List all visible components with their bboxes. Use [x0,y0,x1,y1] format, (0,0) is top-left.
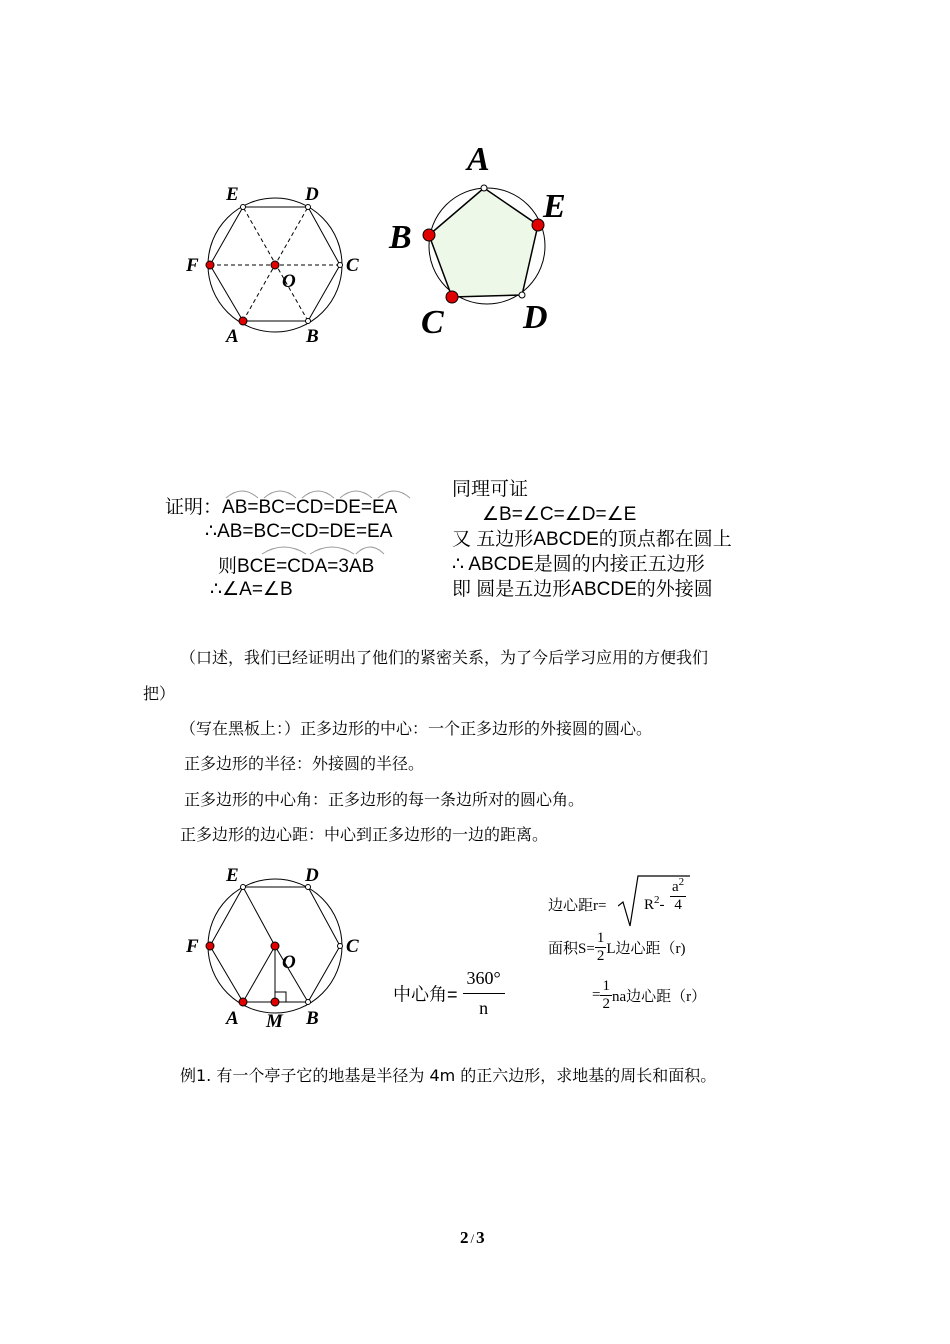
fraction-numerator: $a^2$ [672,876,685,895]
label-d: D [305,865,319,886]
label-a: A [226,326,239,347]
total-pages: 3 [476,1228,485,1247]
proof-right-line-1: 同理可证 [452,479,529,500]
therefore-symbol: ∴ [210,579,223,600]
current-page: 2 [460,1228,469,1247]
example-1: 例1. 有一个亭子它的地基是半径为 4m 的正六边形，求地基的周长和面积。 [180,1066,717,1085]
proof-right-line-3: 又 五边形ABCDE的顶点都在圆上 [452,529,732,550]
proof-right-line-4: ∴ ABCDE是圆的内接正五边形 [452,554,705,575]
label-a: A [467,141,490,178]
area-formula [548,930,685,965]
point-o [271,261,279,269]
label-b: B [389,219,412,256]
arc-marks-line3 [252,542,392,556]
area2-rest: na边心距（r） [611,989,707,1005]
angle-icon: ∠ [606,504,624,525]
label-f: F [186,936,199,957]
label-b: B [306,1008,319,1029]
point-f [206,942,214,950]
sqrt-radicand [644,894,665,914]
paragraph-4: 正多边形的中心角：正多边形的每一条边所对的圆心角。 [184,790,585,809]
point-e [241,885,246,890]
fraction-numerator: 1 [602,978,610,994]
point-c [446,291,458,303]
point-o [271,942,279,950]
label-o: O [282,271,296,292]
point-c [338,944,343,949]
radius-symbol: R [644,897,655,913]
point-b [423,229,435,241]
paragraph-3: 正多边形的半径：外接圆的半径。 [184,754,425,773]
point-d [519,292,525,298]
page-number [460,1228,485,1248]
angle-icon: ∠ [482,504,500,525]
point-m [271,998,279,1006]
pentagon-figure [385,140,585,340]
page-separator: / [470,1231,475,1246]
angle-b: B= [499,504,523,525]
paragraph-1-line-2: 把） [143,684,176,703]
angle-c: C= [539,504,565,525]
label-c: C [346,936,359,957]
point-a [239,317,247,325]
fraction-denominator: 4 [674,897,682,913]
radius-oa [243,946,275,1002]
angle-e: E [623,504,637,525]
proof-right-line-2 [482,503,636,527]
label-f: F [186,255,199,276]
proof-line-3: 则BCE=CDA=3AB [218,556,375,577]
radius-oa-e [243,887,275,946]
angle-icon: ∠ [522,504,540,525]
proof-prefix: 证明： [165,497,223,518]
point-e [241,205,246,210]
paragraph-2: （写在黑板上：）正多边形的中心：一个正多边形的外接圆的圆心。 [180,719,653,738]
a-squared-over-4 [670,876,686,914]
label-d: D [305,184,319,205]
angle-a: A= [239,579,263,600]
point-a [481,185,487,191]
exponent: 2 [654,894,660,906]
central-angle-formula [393,968,505,1019]
hexagon-figure-2 [180,860,380,1035]
label-e: E [226,184,239,205]
one-half-fraction [595,930,607,965]
label-c: C [346,255,359,276]
point-b [306,319,311,324]
point-a [239,998,247,1006]
label-c: C [421,304,444,340]
one-half-fraction [600,978,612,1013]
arc-equality: AB=BC=CD=DE=EA [222,497,398,518]
label-m: M [266,1011,283,1032]
point-d [306,205,311,210]
angle-icon: ∠ [564,504,582,525]
proof-line-4 [210,578,293,602]
fraction-denominator: n [479,998,489,1018]
proof-line-2: ∴AB=BC=CD=DE=EA [205,521,393,542]
proof-right-line-5: 即 圆是五边形ABCDE的外接圆 [452,579,713,600]
label-a: A [226,1008,239,1029]
fraction-numerator: 360° [463,968,505,994]
area-formula-2 [592,978,706,1013]
point-f [206,261,214,269]
hexagon-figure-1 [180,180,380,350]
angle-b: B [279,579,293,600]
area-label: 面积S= [548,941,595,957]
paragraph-1-line-1: （口述，我们已经证明出了他们的紧密关系，为了今后学习应用的方便我们 [180,648,709,667]
label-e: E [543,188,566,225]
angle-icon: ∠ [222,579,240,600]
equals-sign: = [592,987,601,1003]
point-b [306,1000,311,1005]
area-rest: L边心距（r) [606,941,686,957]
apothem-label: 边心距r= [548,898,607,914]
pentagon-shape [429,188,538,297]
fraction-numerator: 1 [596,930,605,946]
fraction-denominator: 2 [596,948,605,964]
label-o: O [282,952,296,973]
angle-icon: ∠ [262,579,280,600]
angle-d: D= [581,504,607,525]
minus-sign: - [659,897,665,913]
point-c [338,263,343,268]
proof-line-1 [165,496,397,520]
fraction-denominator: 2 [602,996,610,1012]
central-angle-fraction [463,968,505,1019]
label-e: E [226,865,239,886]
paragraph-5: 正多边形的边心距：中心到正多边形的一边的距离。 [180,825,549,844]
central-angle-label: 中心角= [393,984,458,1005]
label-b: B [306,326,319,347]
label-d: D [523,299,548,336]
